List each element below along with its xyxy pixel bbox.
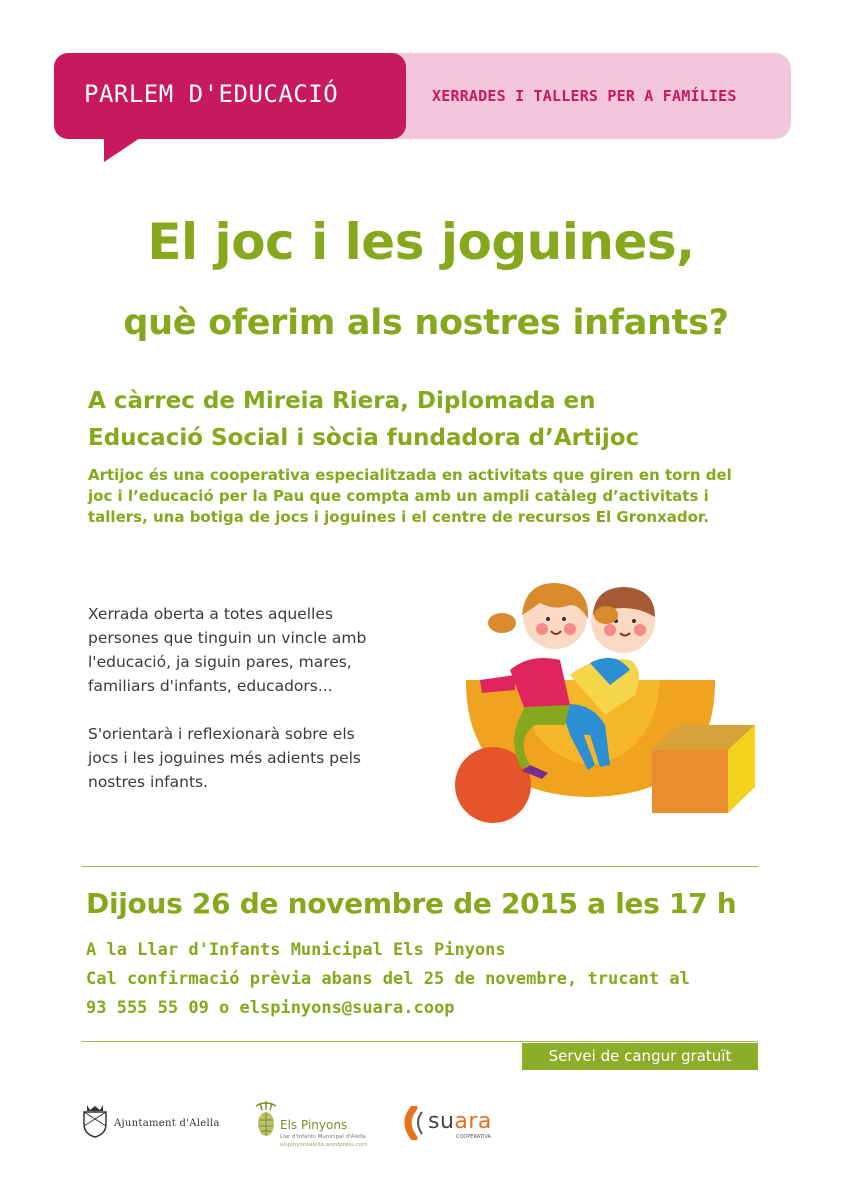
- suara-subtitle: COOPERATIVA: [456, 1134, 491, 1140]
- suara-wordmark: [428, 1109, 492, 1134]
- suara-su: su: [428, 1109, 455, 1134]
- els-pinyons-website: elspinyonsalella.wordpress.com: [280, 1142, 368, 1148]
- els-pinyons-name: Els Pinyons: [280, 1118, 348, 1132]
- event-place: A la Llar d'Infants Municipal Els Pinyons: [86, 940, 506, 960]
- header-title: PARLEM D'EDUCACIÓ: [84, 80, 339, 108]
- text-line: nostres infants.: [88, 773, 209, 791]
- suara-ara: ara: [454, 1109, 492, 1134]
- event-details: [86, 936, 690, 1023]
- header-subtitle: XERRADES I TALLERS PER A FAMÍLIES: [432, 87, 737, 105]
- ajuntament-alella-text: Ajuntament d'Alella: [114, 1118, 220, 1129]
- about-line: Artijoc és una cooperativa especialitzada en activitats que giren en torn del: [88, 466, 732, 484]
- childcare-badge: Servei de cangur gratuït: [522, 1043, 758, 1070]
- els-pinyons-subtitle: Llar d'Infants Municipal d'Alella: [280, 1134, 366, 1140]
- event-date: Dijous 26 de novembre de 2015 a les 17 h: [86, 887, 737, 920]
- text-line: l'educació, ja siguin pares, mares,: [88, 653, 352, 671]
- about-line: tallers, una botiga de jocs i joguines i el centre de recursos El Gronxador.: [88, 508, 709, 526]
- ajuntament-alella-logo: [80, 1102, 230, 1142]
- organization-description: [88, 465, 788, 528]
- event-contact: 93 555 55 09 o elspinyons@suara.coop: [86, 998, 455, 1018]
- text-line: S'orientarà i reflexionarà sobre els: [88, 725, 355, 743]
- suara-logo: [398, 1104, 508, 1144]
- divider: [82, 866, 758, 867]
- speaker-line: Educació Social i sòcia fundadora d’Artijoc: [88, 425, 640, 451]
- suara-bracket-icon: [398, 1106, 426, 1140]
- text-line: jocs i les joguines més adients pels: [88, 749, 361, 767]
- speech-bubble-tail: [104, 134, 146, 162]
- speaker-line: A càrrec de Mireia Riera, Diplomada en: [88, 388, 596, 414]
- els-pinyons-logo: [254, 1100, 384, 1156]
- text-line: persones que tinguin un vincle amb: [88, 629, 367, 647]
- event-title: El joc i les joguines,: [147, 213, 695, 271]
- children-playing-illustration: [430, 575, 765, 835]
- speaker-info: [88, 383, 639, 457]
- pine-cone-icon: [254, 1100, 278, 1140]
- description-paragraph-1: [88, 602, 408, 698]
- text-line: Xerrada oberta a totes aquelles: [88, 605, 333, 623]
- text-line: familiars d'infants, educadors...: [88, 677, 333, 695]
- divider: [82, 1041, 758, 1042]
- description-paragraph-2: [88, 722, 408, 794]
- event-confirmation: Cal confirmació prèvia abans del 25 de novembre, trucant al: [86, 969, 690, 989]
- about-line: joc i l’educació per la Pau que compta amb un ampli catàleg d’activitats i: [88, 487, 709, 505]
- event-subtitle: què oferim als nostres infants?: [123, 303, 729, 343]
- coat-of-arms-icon: [80, 1102, 110, 1138]
